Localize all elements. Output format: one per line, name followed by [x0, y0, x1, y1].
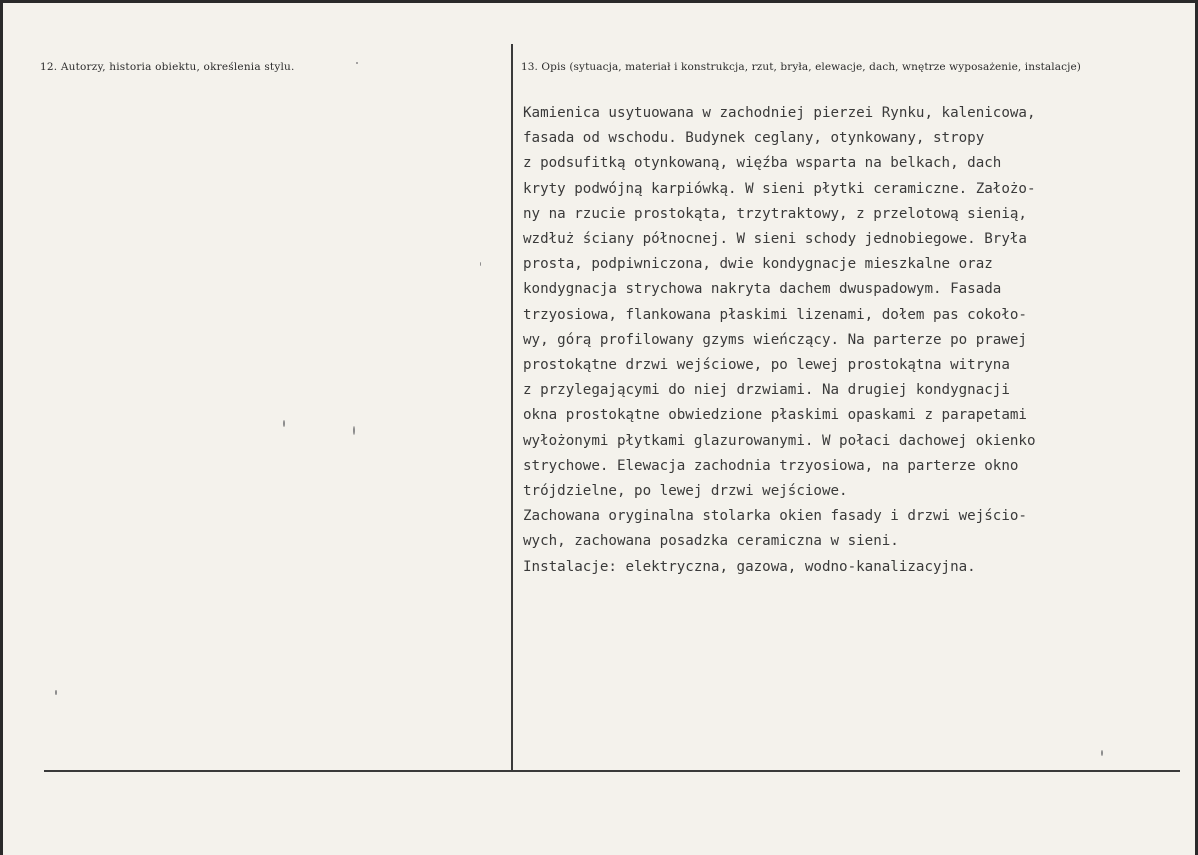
description-line: wzdłuż ściany północnej. W sieni schody jednobiegowe. Bryła: [523, 231, 1027, 248]
field-13-description: [523, 101, 1173, 580]
paper-speck: [353, 426, 355, 435]
description-line: wych, zachowana posadzka ceramiczna w sieni.: [523, 533, 899, 550]
description-line: wy, górą profilowany gzyms wieńczący. Na parterze po prawej: [523, 331, 1027, 348]
description-line: ny na rzucie prostokąta, trzytraktowy, z przelotową sienią,: [523, 205, 1027, 222]
paper-speck: [356, 62, 358, 64]
scan-edge-top: [0, 0, 1198, 3]
field-13-label: 13. Opis (sytuacja, materiał i konstrukcja, rzut, bryła, elewacje, dach, wnętrze wyposażenie, instalacje): [521, 61, 1081, 73]
paper-speck: [480, 262, 481, 266]
description-line: Zachowana oryginalna stolarka okien fasady i drzwi wejścio-: [523, 508, 1027, 525]
description-line: okna prostokątne obwiedzione płaskimi opaskami z parapetami: [523, 407, 1027, 424]
bottom-rule: [44, 770, 1180, 772]
description-line: strychowe. Elewacja zachodnia trzyosiowa, na parterze okno: [523, 457, 1019, 474]
paper-speck: [55, 690, 57, 695]
description-line: trzyosiowa, flankowana płaskimi lizenami, dołem pas cokoło-: [523, 306, 1027, 323]
description-line: kondygnacja strychowa nakryta dachem dwuspadowym. Fasada: [523, 281, 1002, 298]
paper-speck: [1101, 750, 1103, 756]
paper-speck: [283, 420, 285, 427]
description-line: Instalacje: elektryczna, gazowa, wodno-kanalizacyjna.: [523, 558, 976, 575]
description-line: prosta, podpiwniczona, dwie kondygnacje mieszkalne oraz: [523, 256, 993, 273]
scan-edge-left: [0, 0, 3, 855]
description-line: z podsufitką otynkowaną, więźba wsparta na belkach, dach: [523, 155, 1002, 172]
description-line: z przylegającymi do niej drzwiami. Na drugiej kondygnacji: [523, 382, 1010, 399]
description-line: trójdzielne, po lewej drzwi wejściowe.: [523, 483, 848, 500]
field-12-label: 12. Autorzy, historia obiektu, określenia stylu.: [40, 61, 295, 73]
description-line: fasada od wschodu. Budynek ceglany, otynkowany, stropy: [523, 130, 985, 147]
description-line: Kamienica usytuowana w zachodniej pierzei Rynku, kalenicowa,: [523, 105, 1036, 121]
column-divider: [511, 44, 513, 770]
description-line: wyłożonymi płytkami glazurowanymi. W połaci dachowej okienko: [523, 432, 1036, 449]
description-line: prostokątne drzwi wejściowe, po lewej prostokątna witryna: [523, 357, 1010, 374]
description-line: kryty podwójną karpiówką. W sieni płytki ceramiczne. Założo-: [523, 180, 1036, 197]
